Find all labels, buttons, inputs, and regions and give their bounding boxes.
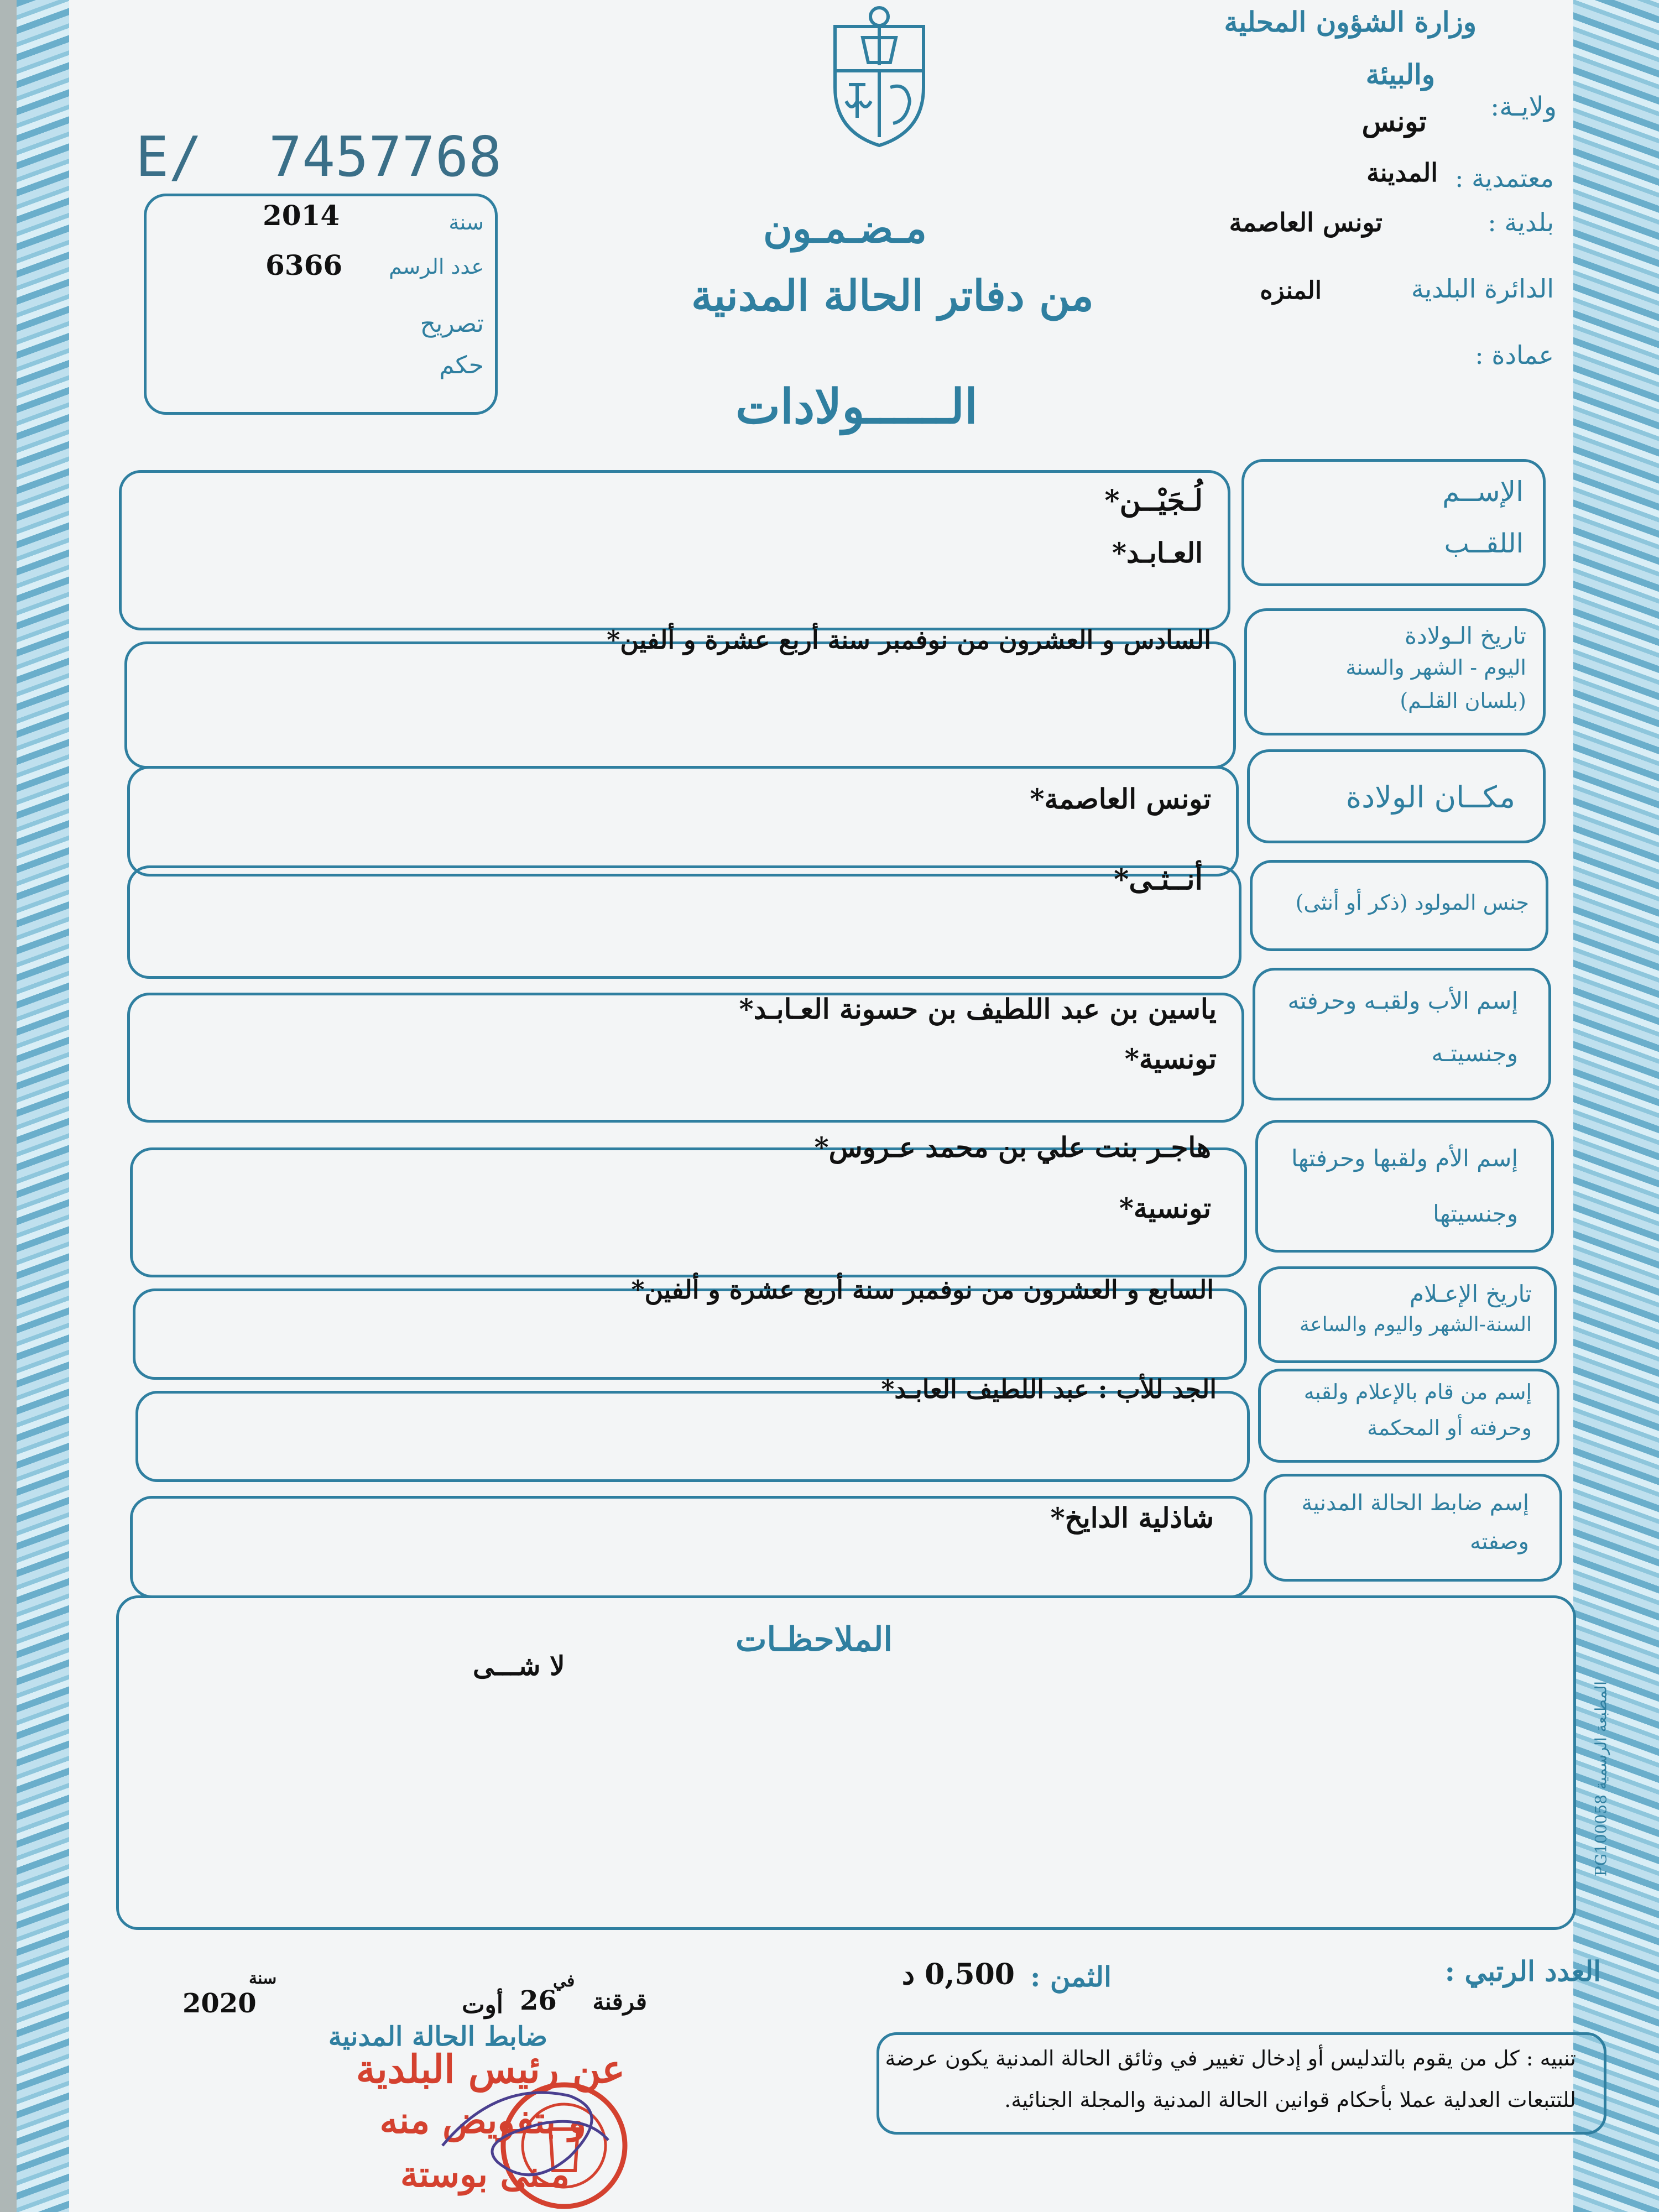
legal-warning-box <box>877 2032 1606 2135</box>
officer-name: شاذلية الدايخ* <box>1050 1501 1214 1534</box>
field-value-box-declaration-date <box>133 1275 1247 1380</box>
field-label-box <box>1250 860 1548 951</box>
field-label: اليوم - الشهر والسنة <box>1345 655 1526 680</box>
issue-day: 26 <box>520 1985 557 2016</box>
municipality-value: تونس العاصمة <box>1229 207 1383 237</box>
year-label-footer: سنة <box>249 1969 277 1988</box>
price-value: 0,500 د <box>901 1958 1015 1991</box>
field-value-box-mother <box>130 1131 1247 1277</box>
mother-name: هاجـر بنت علي بن محمد عـروس* <box>814 1131 1211 1164</box>
ministry-name-line2: والبيئة <box>1365 58 1435 91</box>
imada-label: عمادة : <box>1475 340 1554 370</box>
remarks-value: لا شـــى <box>473 1651 565 1682</box>
field-label: وجنسيتها <box>1433 1200 1518 1227</box>
year-value: 2014 <box>263 199 340 232</box>
mother-nationality: تونسية* <box>1119 1192 1211 1224</box>
birthplace-value: تونس العاصمة* <box>1030 782 1211 815</box>
field-label-box <box>1253 968 1551 1100</box>
field-label: الإســم <box>1442 476 1524 508</box>
left-guilloche-border <box>17 0 69 2212</box>
field-label: تاريخ الإعـلام <box>1410 1280 1532 1307</box>
remarks-box <box>116 1595 1576 1930</box>
field-label: تاريخ الـولادة <box>1404 622 1526 649</box>
field-label: السنة-الشهر واليوم والساعة <box>1299 1313 1532 1336</box>
declarant-value: الجد للأب : عبد اللطيف العابـد* <box>881 1374 1217 1404</box>
page-edge-shadow <box>0 0 17 2212</box>
field-value-box-birth-date <box>124 625 1236 769</box>
governorate-label: ولايـة: <box>1490 91 1557 122</box>
field-value-box-sex <box>127 865 1241 979</box>
stamp-line-3: مـنى بوستة <box>400 2154 570 2195</box>
field-label: إسم من قام بالإعلام ولقبه <box>1303 1380 1532 1404</box>
child-surname: العـابـد* <box>1112 536 1203 569</box>
child-first-name: لُـجَيْــن* <box>1104 484 1203 518</box>
stamp-line-1: عن رئيس البلدية <box>356 2046 625 2092</box>
ministry-name: وزارة الشؤون المحلية <box>1224 6 1477 38</box>
field-label: جنس المولود (ذكر أو أنثى) <box>1295 890 1529 915</box>
serial-order-label: العدد الرتبي : <box>1444 1955 1601 1987</box>
section-title-births: الــــــولادات <box>735 379 978 435</box>
year-label: سنة <box>448 210 484 234</box>
field-label-box <box>1264 1474 1562 1582</box>
in-label: في <box>553 1971 575 1991</box>
field-label-box <box>1244 608 1546 735</box>
field-value-box-father <box>127 993 1244 1123</box>
district-value: المنزه <box>1260 276 1322 305</box>
warning-line-2: للتتبعات العدلية عملا بأحكام قوانين الحالة المدنية والمجلة الجنائية. <box>1004 2088 1576 2112</box>
stamp-line-2: و بتفويض منه <box>379 2099 586 2142</box>
warning-line-1: تنبيه : كل من يقوم بالتدليس أو إدخال تغيير في وثائق الحالة المدنية يكون عرضة <box>885 2046 1576 2070</box>
birth-date-text: السادس و العشرون من نوفمبر سنة أربع عشرة و ألفين* <box>607 625 1211 655</box>
field-label-box <box>1241 459 1546 586</box>
field-value-box-officer <box>130 1496 1253 1598</box>
district-label: الدائرة البلدية <box>1411 274 1554 304</box>
remarks-title: الملاحظـات <box>735 1620 893 1659</box>
right-guilloche-border <box>1573 0 1659 2212</box>
father-name: ياسين بن عبد اللطيف بن حسونة العـابـد* <box>739 993 1217 1025</box>
document-serial-number: E/ 7457768 <box>135 124 502 189</box>
field-label-box <box>1255 1120 1554 1253</box>
printer-imprint: المطبعة الرسمية PG100058 <box>1592 1681 1610 1877</box>
governorate-value: تونس <box>1361 105 1427 138</box>
document-title: مـضـمـون <box>763 205 927 252</box>
field-label: (بلسان القلـم) <box>1400 688 1526 713</box>
field-label: وحرفته أو المحكمة <box>1367 1416 1532 1440</box>
field-label-box <box>1247 749 1546 843</box>
signature-icon <box>431 2063 619 2206</box>
field-label-box <box>1258 1266 1557 1363</box>
delegation-label: معتمدية : <box>1454 163 1554 193</box>
field-label: اللقــب <box>1444 528 1524 559</box>
field-value-box-name <box>119 470 1230 630</box>
record-number-value: 6366 <box>265 249 343 281</box>
issue-place: قرقنة <box>592 1988 647 2015</box>
father-nationality: تونسية* <box>1124 1042 1217 1075</box>
municipality-label: بلدية : <box>1488 207 1554 237</box>
field-value-box-declarant <box>135 1374 1250 1482</box>
field-label: وجنسيتـه <box>1431 1040 1518 1067</box>
field-label-box <box>1258 1369 1559 1463</box>
field-label: وصفته <box>1469 1529 1529 1554</box>
declaration-date-text: السابع و العشرون من نوفمبر سنة أربع عشرة و ألفين* <box>631 1275 1214 1305</box>
field-label: إسم الأب ولقبـه وحرفته <box>1287 987 1518 1014</box>
price-label: الثمن : <box>1030 1960 1112 1993</box>
field-label: إسم ضابط الحالة المدنية <box>1301 1490 1529 1516</box>
sex-value: أنــثـى* <box>1114 863 1203 896</box>
judgment-label: حكم <box>439 351 484 379</box>
delegation-value: المدينة <box>1366 158 1438 187</box>
record-number-box <box>144 194 498 415</box>
field-label: مكــان الولادة <box>1345 780 1515 815</box>
field-value-box-birthplace <box>127 766 1239 877</box>
record-number-label: عدد الرسم <box>389 254 484 279</box>
declaration-label: تصريح <box>420 310 484 338</box>
tunisia-coat-of-arms-icon <box>824 4 935 148</box>
document-subtitle: من دفاتر الحالة المدنية <box>691 271 1094 320</box>
field-label: إسم الأم ولقبها وحرفتها <box>1291 1145 1518 1172</box>
issue-year: 2020 <box>182 1988 257 2019</box>
officer-title: ضابط الحالة المدنية <box>328 2021 547 2052</box>
issue-month: أوت <box>462 1991 503 2019</box>
